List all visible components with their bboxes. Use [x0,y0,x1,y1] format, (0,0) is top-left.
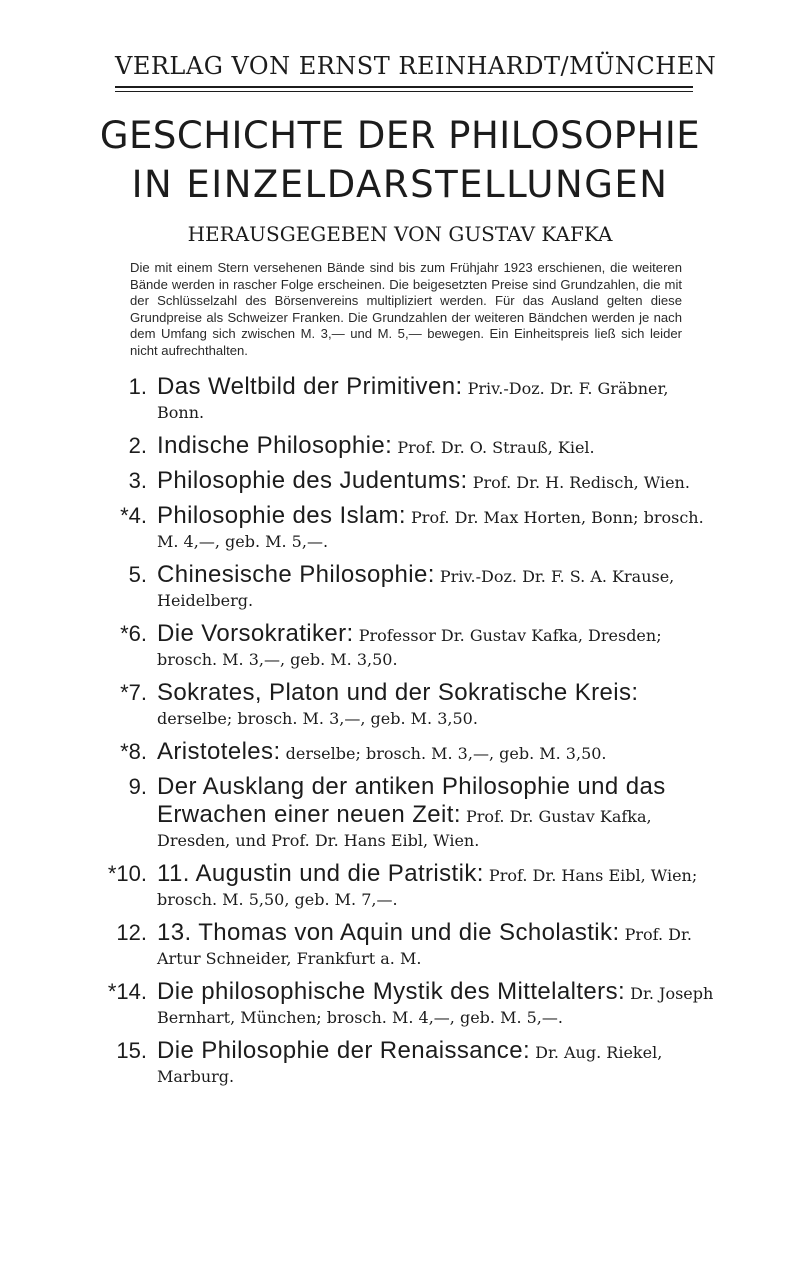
header-rule [115,86,693,88]
list-item [95,679,715,731]
list-item [95,467,715,495]
series-title-line-2: IN EINZELDARSTELLUNGEN [131,163,669,206]
volume-number: 5. [128,562,147,587]
volume-title: Chinesische Philosophie: [157,561,435,588]
volume-detail: Priv.-Doz. Dr. F. Gräbner, Bonn. [157,379,674,422]
volume-title: Sokrates, Platon und der Sokratische Kreis: [157,679,639,706]
volume-detail: derselbe; brosch. M. 3,—, geb. M. 3,50. [157,709,478,728]
volume-title: 13. Thomas von Aquin und die Scholastik: [157,919,620,946]
list-item [95,1037,715,1089]
volume-list [95,373,719,1096]
list-item [95,773,715,853]
list-item [95,860,715,912]
list-item [95,620,715,672]
list-item [95,373,715,425]
volume-title: Die philosophische Mystik des Mittelalters: [157,978,626,1005]
editor-line: HERAUSGEGEBEN VON GUSTAV KAFKA [187,222,613,246]
volume-title: Die Philosophie der Renaissance: [157,1037,531,1064]
list-item [95,432,715,460]
volume-title: Der Ausklang der antiken Philosophie und das Erwachen einer neuen Zeit: [157,773,666,828]
volume-detail: Prof. Dr. Artur Schneider, Frankfurt a. M. [157,925,698,968]
volume-number: 2. [128,433,147,458]
volume-number: 15. [116,1038,147,1063]
volume-number: 12. [116,920,147,945]
volume-title: Aristoteles: [157,738,281,765]
list-item [95,919,715,971]
series-title-line-1: GESCHICHTE DER PHILOSOPHIE [99,114,701,157]
volume-title: 11. Augustin und die Patristik: [157,860,484,887]
volume-detail: Dr. Joseph Bernhart, München; brosch. M. 4,—, geb. M. 5,—. [157,984,719,1027]
volume-detail: Prof. Dr. Gustav Kafka, Dresden, und Prof. Dr. Hans Eibl, Wien. [157,807,657,850]
volume-number: *8. [120,739,147,764]
volume-title: Philosophie des Judentums: [157,467,468,494]
intro-paragraph: Die mit einem Stern versehenen Bände sind bis zum Frühjahr 1923 erschienen, die weiteren Bände werden in rascher Folge erscheinen. Die beigesetzten Preise sind Grundzahlen, die mit der Schlüsselzahl des Börsenvereins multipliziert werden. Für das Ausland gelten diese Grundpreise als Schweizer Franken. Die Grundzahlen der weiteren Bändchen werden je nach dem Umfang sich zwischen M. 3,— und M. 5,— bewegen. Ein Einheitspreis ließ sich leider nicht aufrechthalten. [130,260,682,358]
volume-number: 9. [128,774,147,799]
volume-number: *10. [107,861,147,886]
list-item [95,978,719,1030]
volume-detail: Prof. Dr. Max Horten, Bonn; brosch. M. 4,—, geb. M. 5,—. [157,508,709,551]
volume-detail: Prof. Dr. O. Strauß, Kiel. [397,438,595,457]
volume-title: Die Vorsokratiker: [157,620,354,647]
list-item [95,738,715,766]
publisher-line: VERLAG VON ERNST REINHARDT/MÜNCHEN [115,52,717,80]
volume-number: *7. [120,680,147,705]
volume-number: *14. [107,979,147,1004]
list-item [95,561,715,613]
volume-number: 3. [128,468,147,493]
volume-detail: Professor Dr. Gustav Kafka, Dresden; brosch. M. 3,—, geb. M. 3,50. [157,626,667,669]
volume-detail: derselbe; brosch. M. 3,—, geb. M. 3,50. [285,744,607,763]
list-item [95,502,715,554]
volume-number: *4. [120,503,147,528]
header-rule-thin [115,91,693,92]
volume-detail: Prof. Dr. H. Redisch, Wien. [472,473,690,492]
volume-detail: Dr. Aug. Riekel, Marburg. [157,1043,668,1086]
volume-number: *6. [120,621,147,646]
volume-detail: Priv.-Doz. Dr. F. S. A. Krause, Heidelberg. [157,567,680,610]
volume-title: Indische Philosophie: [157,432,393,459]
volume-detail: Prof. Dr. Hans Eibl, Wien; brosch. M. 5,50, geb. M. 7,—. [157,866,703,909]
volume-title: Das Weltbild der Primitiven: [157,373,463,400]
volume-number: 1. [128,374,147,399]
volume-title: Philosophie des Islam: [157,502,406,529]
